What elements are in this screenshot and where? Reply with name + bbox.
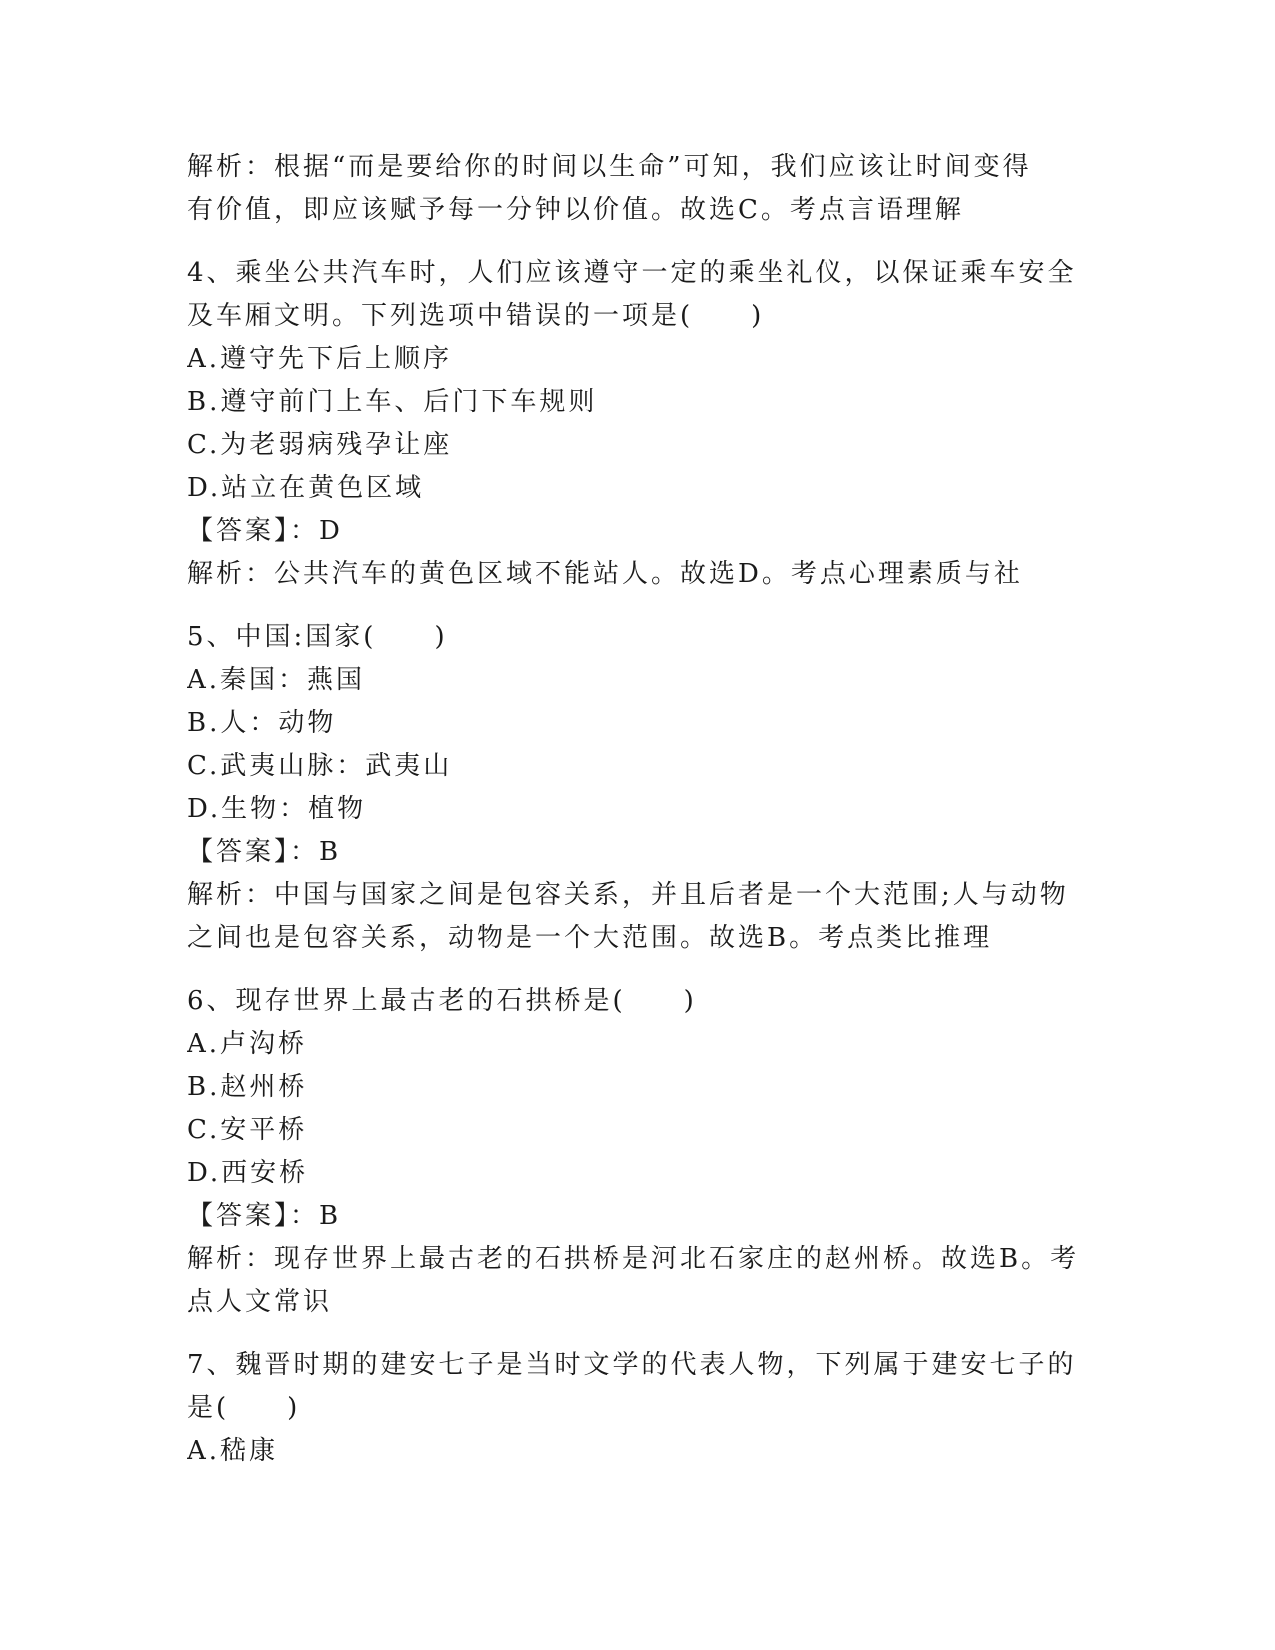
document-content [187, 146, 1087, 1473]
option-d: D.站立在黄色区域 [187, 473, 425, 503]
analysis-text: 点人文常识 [187, 1287, 333, 1317]
answer-line: 【答案】：B [187, 1201, 342, 1231]
question-5 [187, 616, 1087, 960]
question-stem: 5、中国:国家( ) [187, 622, 448, 652]
option-a: A.嵇康 [187, 1436, 279, 1466]
option-d: D.生物：植物 [187, 794, 367, 824]
question-stem: 4、乘坐公共汽车时，人们应该遵守一定的乘坐礼仪，以保证乘车安全 [187, 258, 1077, 288]
option-c: C.为老弱病残孕让座 [187, 430, 453, 460]
option-b: B.赵州桥 [187, 1072, 308, 1102]
analysis-text: 解析：现存世界上最古老的石拱桥是河北石家庄的赵州桥。故选B。考 [187, 1244, 1080, 1274]
question-stem: 及车厢文明。下列选项中错误的一项是( ) [187, 301, 765, 331]
option-a: A.秦国：燕国 [187, 665, 366, 695]
question-6 [187, 980, 1087, 1324]
analysis-text: 有价值，即应该赋予每一分钟以价值。故选C。考点言语理解 [187, 195, 964, 225]
analysis-text: 之间也是包容关系，动物是一个大范围。故选B。考点类比推理 [187, 923, 993, 953]
option-a: A.遵守先下后上顺序 [187, 344, 453, 374]
option-c: C.安平桥 [187, 1115, 308, 1145]
analysis-text: 解析：根据“而是要给你的时间以生命”可知，我们应该让时间变得 [187, 152, 1032, 182]
option-a: A.卢沟桥 [187, 1029, 308, 1059]
option-d: D.西安桥 [187, 1158, 309, 1188]
option-c: C.武夷山脉：武夷山 [187, 751, 453, 781]
question-stem: 6、现存世界上最古老的石拱桥是( ) [187, 986, 697, 1016]
analysis-block-3 [187, 146, 1087, 232]
option-b: B.遵守前门上车、后门下车规则 [187, 387, 598, 417]
answer-line: 【答案】：D [187, 516, 343, 546]
answer-line: 【答案】：B [187, 837, 342, 867]
question-stem: 是( ) [187, 1393, 301, 1423]
question-4 [187, 252, 1087, 596]
question-7 [187, 1344, 1087, 1473]
option-b: B.人：动物 [187, 708, 337, 738]
analysis-text: 解析：中国与国家之间是包容关系，并且后者是一个大范围;人与动物 [187, 880, 1069, 910]
question-stem: 7、魏晋时期的建安七子是当时文学的代表人物，下列属于建安七子的 [187, 1350, 1077, 1380]
analysis-text: 解析：公共汽车的黄色区域不能站人。故选D。考点心理素质与社 [187, 559, 1023, 589]
